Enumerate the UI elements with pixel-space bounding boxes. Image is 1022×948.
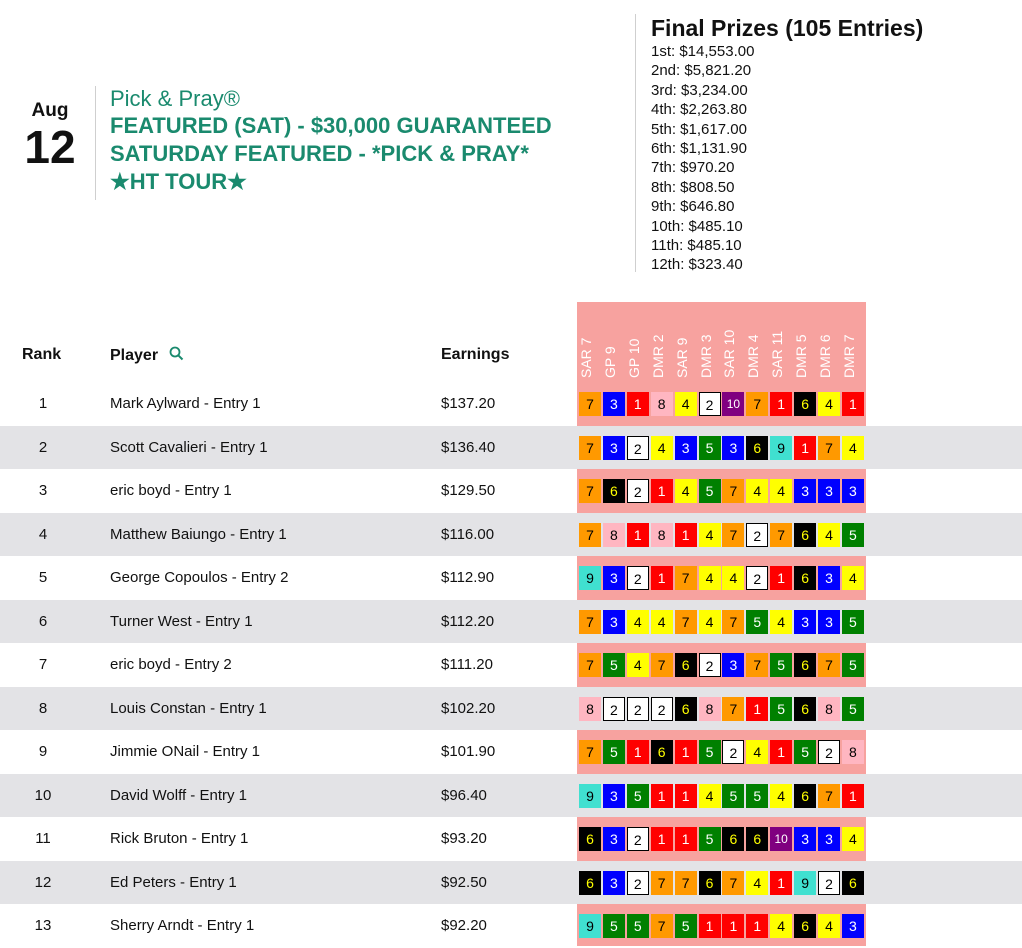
pick-saddle-cloth: 6 [794, 566, 816, 590]
pick-saddle-cloth: 3 [794, 827, 816, 851]
player-cell[interactable]: eric boyd - Entry 1 [110, 482, 232, 499]
pick-saddle-cloth: 9 [579, 914, 601, 938]
leg-header-cell [699, 300, 723, 380]
pick-saddle-cloth: 5 [770, 697, 792, 721]
pick-saddle-cloth: 1 [770, 871, 792, 895]
earnings-cell: $112.20 [441, 612, 495, 630]
pick-saddle-cloth: 6 [794, 653, 816, 677]
prize-row: 1st: $14,553.00 [651, 43, 755, 60]
prize-row: 7th: $970.20 [651, 159, 735, 177]
leg-header-cell [722, 300, 746, 380]
pick-saddle-cloth: 7 [675, 610, 697, 634]
pick-saddle-cloth: 4 [818, 914, 840, 938]
date-month: Aug [31, 100, 69, 121]
pick-saddle-cloth: 1 [675, 827, 697, 851]
pick-saddle-cloth: 5 [746, 610, 768, 634]
pick-saddle-cloth: 1 [627, 392, 649, 416]
pick-saddle-cloth: 6 [675, 653, 697, 677]
pick-saddle-cloth: 3 [603, 784, 625, 808]
pick-saddle-cloth: 3 [603, 436, 625, 460]
pick-saddle-cloth: 3 [818, 566, 840, 590]
player-cell[interactable]: eric boyd - Entry 2 [110, 656, 232, 673]
pick-saddle-cloth: 7 [746, 392, 768, 416]
pick-saddle-cloth: 5 [842, 610, 864, 634]
table-row[interactable] [0, 643, 1022, 687]
contest-title-line3: ★HT TOUR★ [110, 169, 247, 194]
pick-saddle-cloth: 8 [603, 523, 625, 547]
pick-saddle-cloth: 2 [699, 653, 721, 677]
table-row[interactable] [0, 556, 1022, 600]
pick-saddle-cloth: 3 [794, 479, 816, 503]
pick-saddle-cloth: 5 [746, 784, 768, 808]
pick-saddle-cloth: 7 [722, 871, 744, 895]
player-header [110, 346, 184, 366]
pick-saddle-cloth: 9 [579, 566, 601, 590]
pick-saddle-cloth: 7 [579, 523, 601, 547]
table-row[interactable] [0, 904, 1022, 948]
pick-saddle-cloth: 4 [699, 784, 721, 808]
pick-saddle-cloth: 4 [746, 871, 768, 895]
prize-row: 4th: $2,263.80 [651, 101, 747, 119]
pick-saddle-cloth: 2 [746, 523, 768, 547]
player-cell[interactable]: George Copoulos - Entry 2 [110, 569, 289, 586]
pick-saddle-cloth: 3 [603, 827, 625, 851]
pick-saddle-cloth: 7 [818, 784, 840, 808]
player-cell[interactable]: Rick Bruton - Entry 1 [110, 830, 249, 847]
pick-saddle-cloth: 4 [770, 914, 792, 938]
pick-saddle-cloth: 4 [842, 436, 864, 460]
pick-saddle-cloth: 2 [627, 479, 649, 503]
table-row[interactable] [0, 469, 1022, 513]
pick-saddle-cloth: 10 [770, 827, 792, 851]
pick-saddle-cloth: 2 [818, 740, 840, 764]
pick-saddle-cloth: 5 [842, 653, 864, 677]
pick-saddle-cloth: 5 [699, 479, 721, 503]
pick-saddle-cloth: 5 [722, 784, 744, 808]
pick-saddle-cloth: 1 [627, 523, 649, 547]
pick-saddle-cloth: 7 [722, 610, 744, 634]
player-cell[interactable]: Ed Peters - Entry 1 [110, 873, 237, 891]
player-cell[interactable]: Mark Aylward - Entry 1 [110, 395, 261, 412]
pick-saddle-cloth: 6 [699, 871, 721, 895]
player-cell[interactable]: Turner West - Entry 1 [110, 612, 253, 630]
pick-saddle-cloth: 8 [651, 523, 673, 547]
pick-saddle-cloth: 7 [722, 479, 744, 503]
search-icon[interactable] [169, 346, 184, 366]
pick-saddle-cloth: 3 [722, 653, 744, 677]
leg-header-cell [746, 300, 770, 380]
pick-saddle-cloth: 8 [818, 697, 840, 721]
rank-cell: 9 [38, 743, 48, 760]
pick-saddle-cloth: 4 [770, 610, 792, 634]
pick-saddle-cloth: 8 [579, 697, 601, 721]
table-row[interactable] [0, 426, 1022, 470]
leg-name: DMR 7 [840, 334, 857, 378]
pick-saddle-cloth: 7 [579, 740, 601, 764]
player-cell[interactable]: Matthew Baiungo - Entry 1 [110, 525, 287, 543]
pick-saddle-cloth: 4 [699, 523, 721, 547]
pick-saddle-cloth: 2 [603, 697, 625, 721]
pick-saddle-cloth: 1 [794, 436, 816, 460]
pick-saddle-cloth: 4 [842, 566, 864, 590]
pick-saddle-cloth: 5 [627, 784, 649, 808]
date-divider [95, 86, 96, 200]
leg-header-cell [603, 300, 627, 380]
pick-saddle-cloth: 7 [579, 610, 601, 634]
rank-cell: 3 [38, 482, 48, 499]
pick-saddle-cloth: 4 [675, 479, 697, 503]
prize-row: 8th: $808.50 [651, 178, 735, 196]
pick-saddle-cloth: 1 [722, 914, 744, 938]
earnings-cell: $129.50 [441, 482, 496, 499]
earnings-cell: $137.20 [441, 395, 496, 412]
pick-saddle-cloth: 8 [699, 697, 721, 721]
player-cell[interactable]: Jimmie ONail - Entry 1 [110, 743, 261, 760]
pick-saddle-cloth: 7 [675, 566, 697, 590]
rank-cell: 13 [34, 917, 52, 934]
contest-brand: Pick & Pray® [110, 86, 240, 111]
player-cell[interactable]: Sherry Arndt - Entry 1 [110, 917, 255, 934]
pick-saddle-cloth: 6 [794, 784, 816, 808]
pick-saddle-cloth: 3 [818, 827, 840, 851]
earnings-cell: $92.20 [441, 917, 487, 934]
rank-header: Rank [22, 346, 62, 363]
pick-saddle-cloth: 4 [770, 479, 792, 503]
pick-saddle-cloth: 9 [794, 871, 816, 895]
pick-saddle-cloth: 7 [818, 653, 840, 677]
pick-saddle-cloth: 1 [627, 740, 649, 764]
pick-saddle-cloth: 4 [818, 523, 840, 547]
pick-saddle-cloth: 6 [579, 871, 601, 895]
pick-saddle-cloth: 6 [794, 697, 816, 721]
pick-saddle-cloth: 8 [651, 392, 673, 416]
pick-saddle-cloth: 5 [675, 914, 697, 938]
pick-saddle-cloth: 6 [794, 392, 816, 416]
pick-saddle-cloth: 2 [627, 871, 649, 895]
pick-saddle-cloth: 7 [579, 653, 601, 677]
pick-saddle-cloth: 5 [794, 740, 816, 764]
prize-list [651, 42, 923, 275]
pick-saddle-cloth: 2 [818, 871, 840, 895]
prize-row: 3rd: $3,234.00 [651, 81, 748, 99]
pick-saddle-cloth: 7 [651, 914, 673, 938]
pick-saddle-cloth: 7 [579, 436, 601, 460]
leg-header-cell [770, 300, 794, 380]
table-row[interactable] [0, 382, 1022, 426]
pick-saddle-cloth: 2 [627, 436, 649, 460]
table-row[interactable] [0, 600, 1022, 644]
pick-saddle-cloth: 10 [722, 392, 744, 416]
leg-header-cell [627, 300, 651, 380]
pick-saddle-cloth: 5 [603, 653, 625, 677]
pick-saddle-cloth: 1 [842, 392, 864, 416]
pick-saddle-cloth: 2 [746, 566, 768, 590]
earnings-cell: $96.40 [441, 786, 487, 804]
pick-saddle-cloth: 1 [770, 392, 792, 416]
earnings-cell: $111.20 [441, 656, 493, 673]
prize-row: 9th: $646.80 [651, 198, 735, 216]
prize-row: 6th: $1,131.90 [651, 140, 747, 158]
pick-saddle-cloth: 5 [603, 740, 625, 764]
contest-info [110, 86, 552, 196]
earnings-cell: $136.40 [441, 438, 496, 456]
pick-saddle-cloth: 2 [722, 740, 744, 764]
pick-saddle-cloth: 3 [603, 392, 625, 416]
leg-header-cell [675, 300, 699, 380]
pick-saddle-cloth: 2 [651, 697, 673, 721]
table-row[interactable] [0, 861, 1022, 905]
leg-name: DMR 5 [793, 334, 810, 378]
pick-saddle-cloth: 3 [722, 436, 744, 460]
rank-cell: 5 [38, 569, 48, 586]
pick-saddle-cloth: 1 [770, 566, 792, 590]
leg-name: GP 10 [625, 338, 642, 378]
pick-saddle-cloth: 6 [722, 827, 744, 851]
leg-name: DMR 4 [745, 334, 762, 378]
leg-name: SAR 11 [769, 330, 786, 378]
pick-saddle-cloth: 1 [651, 784, 673, 808]
pick-saddle-cloth: 7 [770, 523, 792, 547]
pick-saddle-cloth: 6 [794, 523, 816, 547]
pick-saddle-cloth: 5 [699, 740, 721, 764]
leg-name: SAR 9 [673, 337, 690, 378]
pick-saddle-cloth: 6 [675, 697, 697, 721]
pick-saddle-cloth: 6 [746, 436, 768, 460]
final-prizes-panel [651, 14, 923, 275]
pick-saddle-cloth: 5 [603, 914, 625, 938]
rank-cell: 4 [38, 525, 48, 543]
earnings-cell: $101.90 [441, 743, 496, 760]
pick-saddle-cloth: 1 [746, 914, 768, 938]
pick-saddle-cloth: 4 [842, 827, 864, 851]
rank-cell: 6 [38, 612, 48, 630]
pick-saddle-cloth: 4 [746, 479, 768, 503]
table-row[interactable] [0, 687, 1022, 731]
table-row[interactable] [0, 730, 1022, 774]
pick-saddle-cloth: 3 [603, 871, 625, 895]
leg-name: DMR 6 [817, 334, 833, 378]
pick-saddle-cloth: 8 [842, 740, 864, 764]
pick-saddle-cloth: 1 [699, 914, 721, 938]
leg-name: SAR 7 [578, 337, 594, 378]
pick-saddle-cloth: 1 [675, 523, 697, 547]
pick-saddle-cloth: 3 [603, 566, 625, 590]
pick-saddle-cloth: 4 [675, 392, 697, 416]
earnings-cell: $102.20 [441, 699, 496, 717]
pick-saddle-cloth: 4 [699, 610, 721, 634]
pick-saddle-cloth: 4 [699, 566, 721, 590]
pick-saddle-cloth: 7 [579, 479, 601, 503]
pick-saddle-cloth: 3 [818, 479, 840, 503]
player-cell[interactable]: Louis Constan - Entry 1 [110, 699, 267, 717]
rank-cell: 10 [34, 786, 52, 804]
pick-saddle-cloth: 7 [746, 653, 768, 677]
pick-saddle-cloth: 6 [842, 871, 864, 895]
contest-date [20, 100, 80, 172]
leg-header-cell [794, 300, 818, 380]
prize-row: 10th: $485.10 [651, 217, 743, 235]
earnings-cell: $92.50 [441, 873, 487, 891]
leaderboard-table [0, 382, 1022, 948]
pick-saddle-cloth: 2 [627, 697, 649, 721]
pick-saddle-cloth: 5 [842, 697, 864, 721]
pick-saddle-cloth: 3 [675, 436, 697, 460]
prize-row: 11th: $485.10 [651, 237, 742, 255]
rank-cell: 11 [35, 830, 51, 847]
leg-name: DMR 2 [649, 334, 666, 378]
table-row[interactable] [0, 774, 1022, 818]
player-cell[interactable]: David Wolff - Entry 1 [110, 786, 247, 804]
pick-saddle-cloth: 4 [651, 610, 673, 634]
pick-saddle-cloth: 3 [603, 610, 625, 634]
pick-saddle-cloth: 4 [818, 392, 840, 416]
player-cell[interactable]: Scott Cavalieri - Entry 1 [110, 438, 268, 456]
prizes-divider [635, 14, 636, 272]
pick-saddle-cloth: 3 [818, 610, 840, 634]
earnings-cell: $93.20 [441, 830, 487, 847]
leg-name: GP 9 [601, 346, 618, 378]
table-row[interactable] [0, 513, 1022, 557]
pick-saddle-cloth: 6 [651, 740, 673, 764]
pick-saddle-cloth: 1 [842, 784, 864, 808]
pick-saddle-cloth: 5 [842, 523, 864, 547]
pick-saddle-cloth: 1 [651, 566, 673, 590]
date-day: 12 [24, 121, 76, 173]
pick-saddle-cloth: 3 [842, 914, 864, 938]
pick-saddle-cloth: 5 [770, 653, 792, 677]
pick-saddle-cloth: 7 [651, 871, 673, 895]
rank-cell: 12 [34, 873, 52, 891]
leg-header [577, 302, 866, 380]
pick-saddle-cloth: 6 [746, 827, 768, 851]
final-prizes-title: Final Prizes (105 Entries) [651, 15, 924, 41]
pick-saddle-cloth: 1 [651, 827, 673, 851]
pick-saddle-cloth: 1 [675, 784, 697, 808]
table-row[interactable] [0, 817, 1022, 861]
pick-saddle-cloth: 7 [818, 436, 840, 460]
prize-row: 5th: $1,617.00 [651, 120, 747, 138]
pick-saddle-cloth: 1 [675, 740, 697, 764]
pick-saddle-cloth: 7 [579, 392, 601, 416]
pick-saddle-cloth: 9 [579, 784, 601, 808]
rank-cell: 2 [38, 438, 48, 456]
pick-saddle-cloth: 5 [699, 436, 721, 460]
contest-title-line1: FEATURED (SAT) - $30,000 GUARANTEED [110, 113, 552, 138]
pick-saddle-cloth: 1 [770, 740, 792, 764]
pick-saddle-cloth: 1 [651, 479, 673, 503]
pick-saddle-cloth: 2 [699, 392, 721, 416]
pick-saddle-cloth: 7 [651, 653, 673, 677]
pick-saddle-cloth: 6 [794, 914, 816, 938]
earnings-header: Earnings [441, 346, 510, 363]
pick-saddle-cloth: 4 [722, 566, 744, 590]
leg-header-cell [651, 300, 675, 380]
pick-saddle-cloth: 4 [651, 436, 673, 460]
leg-header-cell [842, 300, 866, 380]
prize-row: 2nd: $5,821.20 [651, 62, 752, 80]
leg-header-cell [818, 300, 842, 380]
contest-title-line2: SATURDAY FEATURED - *PICK & PRAY* [110, 141, 529, 166]
leg-header-cell [579, 300, 603, 380]
rank-cell: 1 [38, 395, 48, 412]
leg-name: DMR 3 [697, 334, 714, 378]
pick-saddle-cloth: 1 [746, 697, 768, 721]
prize-row: 12th: $323.40 [651, 256, 743, 274]
earnings-cell: $112.90 [441, 569, 495, 586]
pick-saddle-cloth: 7 [675, 871, 697, 895]
pick-saddle-cloth: 6 [603, 479, 625, 503]
rank-cell: 7 [38, 656, 48, 673]
earnings-cell: $116.00 [441, 525, 495, 543]
pick-saddle-cloth: 7 [722, 523, 744, 547]
pick-saddle-cloth: 4 [627, 653, 649, 677]
pick-saddle-cloth: 6 [579, 827, 601, 851]
pick-saddle-cloth: 4 [770, 784, 792, 808]
pick-saddle-cloth: 4 [746, 740, 768, 764]
pick-saddle-cloth: 4 [627, 610, 649, 634]
pick-saddle-cloth: 5 [699, 827, 721, 851]
player-header-label: Player [110, 347, 159, 364]
leg-name: SAR 10 [721, 329, 738, 378]
rank-cell: 8 [38, 699, 48, 717]
pick-saddle-cloth: 9 [770, 436, 792, 460]
pick-saddle-cloth: 3 [794, 610, 816, 634]
pick-saddle-cloth: 2 [627, 566, 649, 590]
pick-saddle-cloth: 2 [627, 827, 649, 851]
pick-saddle-cloth: 7 [722, 697, 744, 721]
pick-saddle-cloth: 5 [627, 914, 649, 938]
pick-saddle-cloth: 3 [842, 479, 864, 503]
